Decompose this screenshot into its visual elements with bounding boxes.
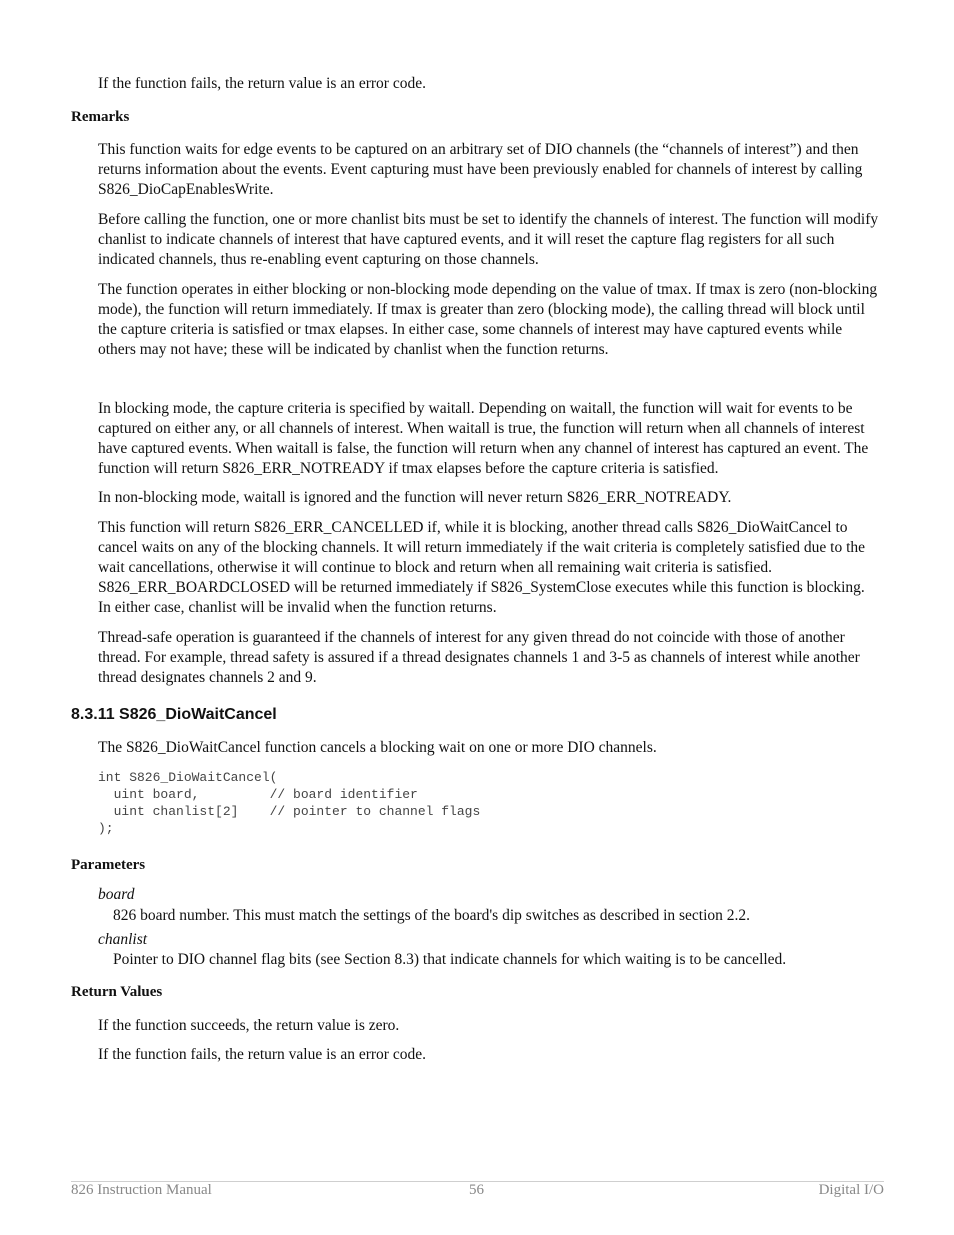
remarks-paragraph-7: Thread-safe operation is guaranteed if the channels of interest for any given thread do not coincide with those of another thread. For example, thread safety is assured if a thread designates channels 1 and 3-5 as channels of interest while another thread designates channels 2 and 9. <box>98 629 860 686</box>
remarks-paragraph-4: In blocking mode, the capture criteria is specified by waitall. Depending on waitall, the function will wait for events to be captured on either any, or all channels of interest. When waitall is true, the function will return when all channels of interest have captured events. When waitall is false, the function will return when any channel of interest has captured an event. The function will return S826_ERR_NOTREADY if tmax elapses before the capture criteria is satisfied. <box>98 400 869 477</box>
return-success-text: If the function succeeds, the return value is zero. <box>98 1017 400 1034</box>
footer-page-number: 56 <box>469 1182 484 1198</box>
remarks-paragraph-1: This function waits for edge events to be captured on an arbitrary set of DIO channels (the “channels of interest”) and then returns information about the events. Event capturing must have been previously enabled for channels of interest by calling S826_DioCapEnablesWrite. <box>98 141 863 198</box>
param-name-board: board <box>98 886 135 903</box>
footer-chapter-name: Digital I/O <box>818 1182 884 1198</box>
param-desc-board: 826 board number. This must match the settings of the board's dip switches as described in section 2.2. <box>113 907 751 924</box>
remarks-paragraph-3: The function operates in either blocking or non-blocking mode depending on the value of tmax. If tmax is zero (non-blocking mode), the function will return immediately. If tmax is greater than zero (blocking mode), the calling thread will block until the capture criteria is satisfied or tmax elapses. In either case, some channels of interest may have captured events while others may not have; these will be indicated by chanlist when the function returns. <box>98 281 878 358</box>
return-fail-text: If the function fails, the return value is an error code. <box>98 1046 426 1063</box>
section-title: 8.3.11 S826_DioWaitCancel <box>71 706 277 723</box>
intro-fail-text: If the function fails, the return value is an error code. <box>98 75 426 92</box>
remarks-heading: Remarks <box>71 109 130 125</box>
section-description: The S826_DioWaitCancel function cancels a blocking wait on one or more DIO channels. <box>98 739 657 756</box>
remarks-paragraph-5: In non-blocking mode, waitall is ignored and the function will never return S826_ERR_NOTREADY. <box>98 489 732 506</box>
remarks-paragraph-6: This function will return S826_ERR_CANCELLED if, while it is blocking, another thread calls S826_DioWaitCancel to cancel waits on any of the blocking channels. It will return immediately if the wait criteria is completely satisfied due to the wait cancellations, otherwise it will continue to block and return when all remaining wait criteria is satisfied. S826_ERR_BOARDCLOSED will be returned immediately if S826_SystemClose executes while this function is blocking. In either case, chanlist will be invalid when the function returns. <box>98 519 866 616</box>
parameters-heading: Parameters <box>71 857 146 873</box>
remarks-paragraph-2: Before calling the function, one or more chanlist bits must be set to identify the channels of interest. The function will modify chanlist to indicate channels of interest that have captured events, and it will reset the capture flag registers for all such indicated channels, thus re-enabling event capturing on those channels. <box>98 211 879 268</box>
param-desc-chanlist: Pointer to DIO channel flag bits (see Section 8.3) that indicate channels for which waiting is to be cancelled. <box>113 951 787 968</box>
function-prototype-code: int S826_DioWaitCancel( uint board, // board identifier uint chanlist[2] // pointer to channel flags ); <box>98 770 481 836</box>
param-name-chanlist: chanlist <box>98 931 148 948</box>
return-values-heading: Return Values <box>71 984 163 1000</box>
footer-manual-title: 826 Instruction Manual <box>71 1182 212 1198</box>
